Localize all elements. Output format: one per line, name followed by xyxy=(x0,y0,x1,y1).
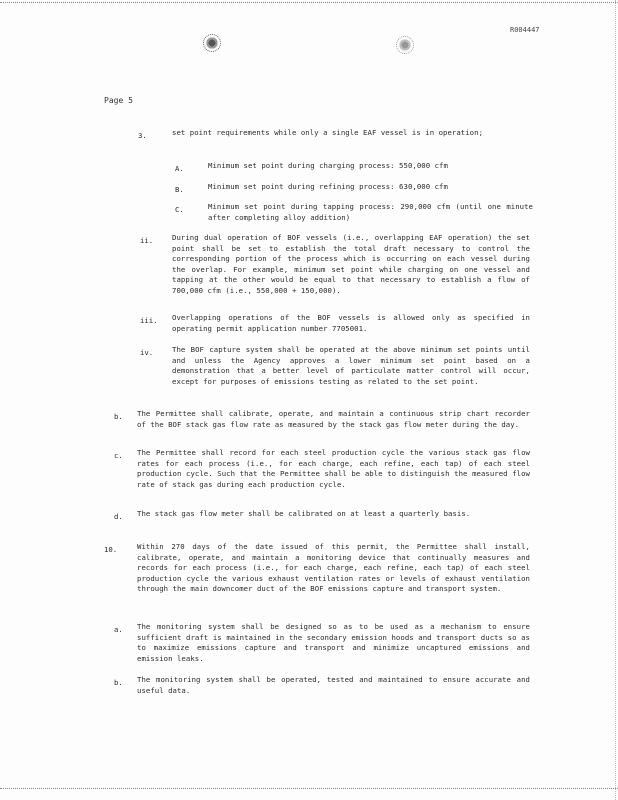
item-text: The BOF capture system shall be operated at the above minimum set points until and unless the Agency approves a lower minimum set point based on a demonstration that a better level of particulate matter control will occur, except for purposes of emissions testing as related to the set point. xyxy=(172,345,530,386)
item-text: The Permittee shall record for each steel production cycle the various stack gas flow rates for each process (i.e., for each charge, each refine, each tap) of each steel production cycle. Such that the Permittee shall be able to distinguish the measured flow rate of stack gas during each production cycle. xyxy=(137,448,530,489)
item-label: 3. xyxy=(138,131,147,140)
item-label: b. xyxy=(114,412,123,421)
item-text: set point requirements while only a single EAF vessel is in operation; xyxy=(172,128,484,137)
sub-item-label: A. xyxy=(175,164,184,173)
item-text: The stack gas flow meter shall be calibrated on at least a quarterly basis. xyxy=(137,509,471,518)
item-text: During dual operation of BOF vessels (i.e., overlapping EAF operation) the set point shall be set to establish the total draft necessary to control the corresponding portion of the process which is occurring on each vessel during the overlap. For example, minimum set point while charging on one vessel and tapping at the other would be equal to that necessary to establish a flow of 700,000 cfm (i.e., 550,000 + 150,000). xyxy=(172,233,530,295)
page-number: Page 5 xyxy=(104,96,133,105)
scan-top-edge xyxy=(0,2,618,3)
item-text: The Permittee shall calibrate, operate, and maintain a continuous strip chart recorder of the BOF stack gas flow rate as measured by the stack gas flow meter during the day. xyxy=(137,409,530,429)
item-label: a. xyxy=(114,625,123,634)
item-text: The monitoring system shall be operated, tested and maintained to ensure accurate and useful data. xyxy=(137,675,530,695)
punch-hole-icon xyxy=(203,34,221,52)
sub-item-text: Minimum set point during tapping process: 290,000 cfm (until one minute after completing alloy addition) xyxy=(208,202,533,222)
item-label: iii. xyxy=(140,316,158,325)
item-label: ii. xyxy=(140,236,154,245)
document-id: R004447 xyxy=(510,26,540,34)
item-label: iv. xyxy=(140,348,154,357)
item-text: Within 270 days of the date issued of this permit, the Permittee shall install, calibrate, operate, and maintain a monitoring device that continually measures and records for each process (i.e., for each charge, each refine, each tap) of each steel production cycle the various exhaust ventilation rates or levels of exhaust ventilation through the main downcomer duct of the BOF emissions capture and transport system. xyxy=(137,542,530,594)
scan-bottom-edge xyxy=(0,788,618,789)
item-label: b. xyxy=(114,678,123,687)
scan-right-edge xyxy=(615,0,616,800)
item-text: The monitoring system shall be designed so as to be used as a mechanism to ensure sufficient draft is maintained in the secondary emission hoods and transport ducts so as to maximize emissions capture and transport and minimize uncaptured emissions and emission leaks. xyxy=(137,622,530,663)
sub-item-text: Minimum set point during refining process: 630,000 cfm xyxy=(208,182,448,191)
sub-item-label: C. xyxy=(175,205,184,214)
punch-hole-icon xyxy=(396,36,414,54)
sub-item-text: Minimum set point during charging process: 550,000 cfm xyxy=(208,161,448,170)
item-label: d. xyxy=(114,512,123,521)
item-label: 10. xyxy=(104,545,118,554)
sub-item-label: B. xyxy=(175,185,184,194)
item-text: Overlapping operations of the BOF vessels is allowed only as specified in operating permit application number 7705001. xyxy=(172,313,530,333)
item-label: c. xyxy=(114,451,123,460)
